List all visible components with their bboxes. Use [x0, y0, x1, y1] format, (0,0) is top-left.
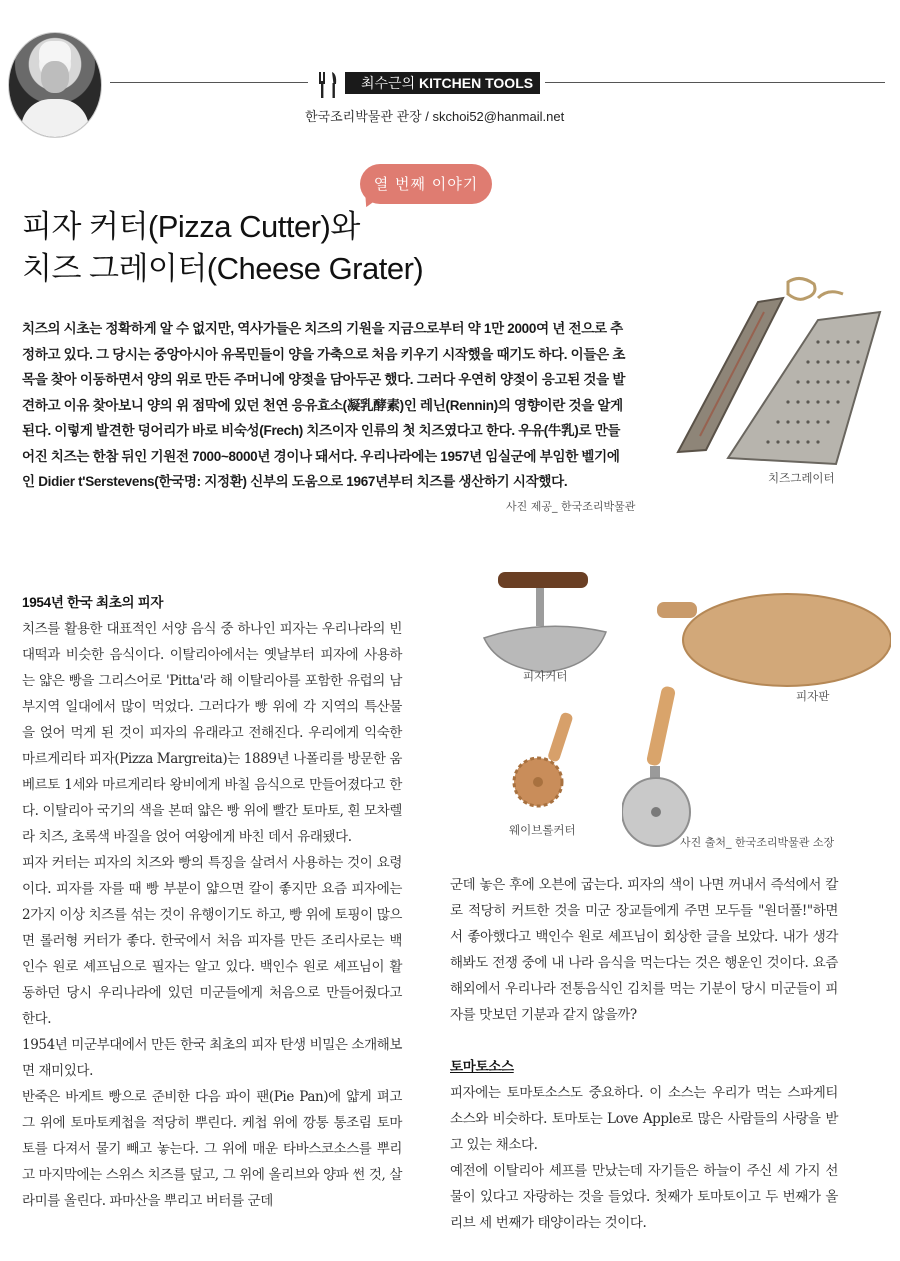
caption-pizza-cutter: 피자커터 — [523, 669, 568, 683]
header-rule-left — [110, 82, 308, 83]
caption-pizza-peel: 피자판 — [796, 689, 830, 703]
pizza-peel-image — [655, 588, 891, 688]
photo-credit-bottom: 사진 출처_ 한국조리박물관 소장 — [680, 836, 835, 849]
author-contact: 한국조리박물관 관장 / skchoi52@hanmail.net — [305, 109, 565, 124]
body-paragraph: 1954년 미군부대에서 만든 한국 최초의 피자 탄생 비밀은 소개해보면 재미있다. — [22, 1037, 402, 1079]
series-badge: 열 번째 이야기 — [360, 164, 492, 204]
pizza-cutter-image — [480, 568, 612, 680]
section-heading-tomato-sauce: 토마토소스 — [450, 1059, 514, 1074]
author-photo — [8, 32, 102, 138]
body-paragraph: 군데 놓은 후에 오븐에 굽는다. 피자의 색이 나면 꺼내서 즉석에서 칼로 적당히 커트한 것을 미군 장교들에게 주면 모두들 "원더풀!"하면서 좋아했다고 백인수 원로 셰프님이 회상한 글을 보았다. 내가 생각해봐도 전쟁 중에 내 나라 음식을 먹는다는 것은 행운인 것이다. 요즘 해외에서 우리나라 전통음식인 김치를 먹는 기분이 당시 미군들이 피자를 맛보던 기분과 같지 않을까? — [450, 877, 838, 1023]
body-paragraph: 치즈를 활용한 대표적인 서양 음식 중 하나인 피자는 우리나라의 빈대떡과 비슷한 음식이다. 이탈리아에서는 옛날부터 피자에 사용하는 얇은 빵을 그리스어로 'Pitta'라 해 이탈리아를 포함한 유럽의 남부지역 일대에서 많이 먹었다. 그러다가 빵 위에 각 지역의 특산물을 얹어 먹게 된 것이 피자의 유래라고 전해진다. 우리에게 익숙한 마르게리타 피자(Pizza Margreita)는 1889년 나폴리를 방문한 움베르토 1세와 마르게리타 왕비에게 바칠 음식으로 만들어졌다고 한다. 이탈리아 국기의 색을 본떠 얇은 빵 위에 빨간 토마토, 흰 모차렐라 치즈, 초록색 바질을 얹어 여왕에게 바친 데서 유래됐다. — [22, 621, 403, 845]
title-line-2: 치즈 그레이터(Cheese Grater) — [22, 251, 424, 286]
right-column — [450, 872, 838, 1236]
caption-cheese-grater: 치즈그레이터 — [768, 471, 835, 485]
body-paragraph: 피자 커터는 피자의 치즈와 빵의 특징을 살려서 사용하는 것이 요령이다. 피자를 자를 때 빵 부분이 얇으면 칼이 좋지만 요즘 피자에는 2가지 이상 치즈를 섞는 것이 유행이기도 하고, 빵 위에 토핑이 많으면 롤러형 커터가 좋다. 한국에서 처음 피자를 만든 조리사로는 백인수 원로 셰프님으로 필자는 알고 있다. 백인수 원로 셰프님이 활동하던 당시 우리나라에 있던 미군들에게 처음으로 만들어줬다고 한다. — [22, 855, 402, 1027]
cheese-grater-image — [668, 272, 890, 468]
body-paragraph: 피자에는 토마토소스도 중요하다. 이 소스는 우리가 먹는 스파게티 소스와 비슷하다. 토마토는 Love Apple로 많은 사람들의 사랑을 받고 있는 채소다. — [450, 1085, 838, 1153]
column-brand-bar — [345, 72, 540, 94]
brand-name: 최수근의 — [361, 75, 416, 91]
header-rule-right — [545, 82, 885, 83]
caption-wave-roller: 웨이브롤커터 — [509, 823, 576, 837]
fork-knife-icon — [316, 70, 340, 100]
photo-credit-top: 사진 제공_ 한국조리박물관 — [506, 500, 636, 513]
wave-roller-cutter-image — [508, 708, 578, 816]
article-title — [22, 206, 423, 290]
section-heading-first-pizza: 1954년 한국 최초의 피자 — [22, 595, 164, 610]
body-paragraph: 반죽은 바게트 빵으로 준비한 다음 파이 팬(Pie Pan)에 얇게 펴고 그 위에 토마토케첩을 적당히 뿌린다. 케첩 위에 깡통 통조림 토마토를 다져서 물기 빼고 놓는다. 그 위에 매운 타바스코소스를 뿌리고 마지막에는 스위스 치즈를 덮고, 그 위에 올리브와 양파 썬 것, 살라미를 올린다. 파마산을 뿌리고 버터를 군데 — [22, 1089, 402, 1209]
title-line-1: 피자 커터(Pizza Cutter)와 — [22, 209, 360, 244]
brand-title: KITCHEN TOOLS — [419, 75, 534, 91]
body-paragraph: 예전에 이탈리아 셰프를 만났는데 자기들은 하늘이 주신 세 가지 선물이 있다고 자랑하는 것을 들었다. 첫째가 토마토이고 두 번째가 올리브 세 번째가 태양이라는 것이다. — [450, 1163, 838, 1231]
left-column — [22, 590, 402, 1214]
intro-paragraph: 치즈의 시초는 정확하게 알 수 없지만, 역사가들은 치즈의 기원을 지금으로부터 약 1만 2000여 년 전으로 추정하고 있다. 그 당시는 중앙아시아 유목민들이 양을 가축으로 처음 키우기 시작했을 때기도 하다. 이들은 초목을 찾아 이동하면서 양의 위로 만든 주머니에 양젖을 담아두곤 했다. 그러다 우연히 양젖이 응고된 것을 발견하고 이유 찾아보니 양의 위 점막에 있던 천연 응유효소(凝乳酵素)인 레닌(Rennin)의 영향이란 것을 알게 된다. 이렇게 발견한 덩어리가 바로 비숙성(Frech) 치즈이자 인류의 첫 치즈였다고 한다. 우유(牛乳)로 만들어진 치즈는 한참 뒤인 기원전 7000~8000년 경이나 돼서다. 우리나라에는 1957년 임실군에 부임한 벨기에인 Didier t'Serstevens(한국명: 지정환) 신부의 도움으로 1967년부터 치즈를 생산하기 시작했다. — [22, 321, 626, 489]
pizza-wheel-image — [622, 682, 700, 852]
